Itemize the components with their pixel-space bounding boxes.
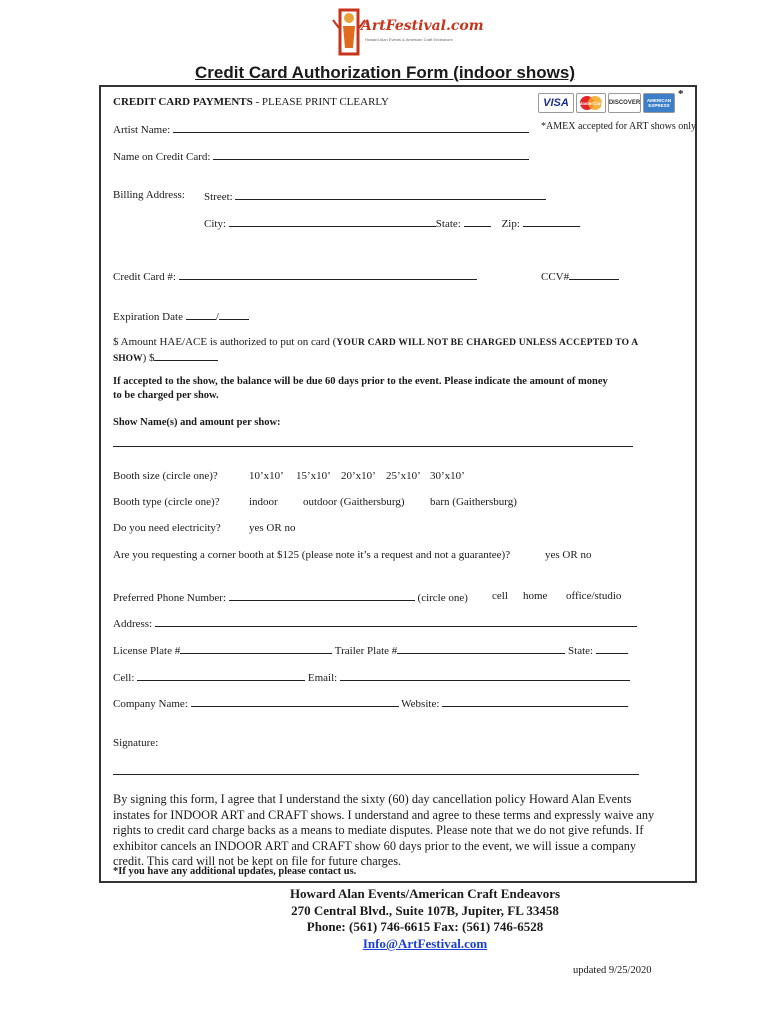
city-line[interactable]: [229, 216, 436, 227]
state-label: State:: [435, 218, 461, 230]
ccv-field[interactable]: [541, 269, 619, 283]
phone-option-office[interactable]: office/studio: [566, 590, 622, 602]
cards-asterisk: *: [678, 88, 684, 100]
corner-booth-label: Are you requesting a corner booth at $125 (please note it’s a request and not a guarantee)?: [113, 549, 511, 561]
balance-notice-line-1: If accepted to the show, the balance will be due 60 days prior to the event. Please indicate the amount of money: [113, 376, 608, 387]
mastercard-label: MasterCard: [578, 100, 604, 106]
address-line[interactable]: [155, 616, 637, 627]
city-state-zip-row: [204, 216, 580, 230]
footer-phone: Phone: (561) 746-6615 Fax: (561) 746-6528: [306, 919, 544, 934]
zip-line[interactable]: [523, 216, 580, 227]
amount-bold: YOUR CARD WILL NOT BE CHARGED UNLESS ACCEPTED TO A: [336, 338, 639, 348]
street-line[interactable]: [235, 189, 546, 200]
amount-line-2[interactable]: [113, 350, 218, 364]
footer-company: Howard Alan Events/American Craft Endeavors: [289, 886, 561, 901]
website-label: Website:: [401, 698, 440, 710]
updates-note: *If you have any additional updates, please contact us.: [113, 866, 357, 877]
license-plate-label: License Plate #: [113, 645, 181, 657]
ccv-label: CCV#: [541, 271, 570, 283]
footer-email-row: [0, 936, 770, 952]
footer-email-link[interactable]: Info@ArtFestival.com: [362, 936, 488, 951]
trailer-plate-label: Trailer Plate #: [334, 645, 398, 657]
phone-line[interactable]: [229, 590, 415, 601]
payments-heading: [113, 96, 389, 108]
website-line[interactable]: [442, 696, 628, 707]
license-plate-line[interactable]: [180, 643, 332, 654]
phone-option-cell[interactable]: cell: [492, 590, 508, 602]
company-website-row: [113, 696, 628, 710]
payments-heading-rest: - PLEASE PRINT CLEARLY: [252, 96, 389, 108]
amount-line[interactable]: [154, 350, 218, 361]
trailer-plate-line[interactable]: [397, 643, 565, 654]
email-line[interactable]: [340, 670, 630, 681]
expiration-year-line[interactable]: [219, 309, 249, 320]
booth-size-option[interactable]: 10’x10’: [249, 470, 284, 482]
amount-line-1: [113, 336, 638, 348]
page-title: Credit Card Authorization Form (indoor shows): [195, 63, 575, 82]
expiration-slash: /: [215, 311, 219, 323]
company-name-line[interactable]: [191, 696, 399, 707]
booth-size-label: Booth size (circle one)?: [113, 470, 218, 482]
booth-size-option[interactable]: 30’x10’: [430, 470, 465, 482]
footer-address: 270 Central Blvd., Suite 107B, Jupiter, FL 33458: [291, 903, 559, 918]
phone-field[interactable]: [113, 590, 468, 604]
booth-size-option[interactable]: 20’x10’: [341, 470, 376, 482]
phone-label: Preferred Phone Number:: [113, 592, 227, 604]
booth-type-option[interactable]: outdoor (Gaithersburg): [303, 496, 405, 508]
credit-card-number-line[interactable]: [179, 269, 477, 280]
show-names-line[interactable]: [113, 446, 633, 447]
booth-type-option[interactable]: indoor: [249, 496, 278, 508]
electricity-answer[interactable]: yes OR no: [249, 522, 296, 534]
cell-email-row: [113, 670, 630, 684]
expiration-label: Expiration Date: [113, 311, 183, 323]
booth-size-option[interactable]: 15’x10’: [296, 470, 331, 482]
street-label: Street:: [204, 191, 233, 203]
cell-line[interactable]: [137, 670, 305, 681]
phone-option-home[interactable]: home: [523, 590, 548, 602]
logo-brand: ArtFestival.com: [361, 18, 484, 34]
name-on-card-line[interactable]: [213, 149, 529, 160]
state-line[interactable]: [464, 216, 491, 227]
cell-label: Cell:: [113, 672, 135, 684]
booth-type-option[interactable]: barn (Gaithersburg): [430, 496, 517, 508]
billing-address-label: Billing Address:: [113, 189, 185, 201]
zip-label: Zip:: [501, 218, 520, 230]
logo-tagline: Howard Alan Events & American Craft Endeavors: [365, 37, 453, 42]
agreement-text: By signing this form, I agree that I understand the sixty (60) day cancellation policy Howard Alan Events instates for INDOOR ART and CRAFT shows. I understand and agree to these terms and expressly waive any rights to credit card charge backs as a means to mediate disputes. Please note that we do not give refunds. If exhibitor cancels an INDOOR ART and CRAFT show 60 days prior to the event, we will issue a company credit. This card will not be kept on file for future charges.: [113, 792, 655, 868]
state2-label: State:: [568, 645, 594, 657]
visa-card-icon: [538, 93, 574, 113]
corner-booth-answer[interactable]: yes OR no: [545, 549, 592, 561]
signature-label: Signature:: [113, 737, 159, 749]
signature-line[interactable]: [113, 774, 639, 775]
email-label: Email:: [307, 672, 338, 684]
address-field[interactable]: [113, 616, 637, 630]
ccv-line[interactable]: [569, 269, 619, 280]
discover-card-icon: [608, 93, 641, 113]
artist-name-field[interactable]: [113, 122, 529, 136]
amount-line2-bold: SHOW: [113, 354, 143, 364]
amount-prefix: $ Amount HAE/ACE is authorized to put on card (: [113, 336, 337, 348]
booth-type-label: Booth type (circle one)?: [113, 496, 220, 508]
name-on-card-label: Name on Credit Card:: [113, 151, 211, 163]
credit-card-number-field[interactable]: [113, 269, 477, 283]
city-label: City:: [204, 218, 227, 230]
credit-card-number-label: Credit Card #:: [113, 271, 176, 283]
updated-date: updated 9/25/2020: [573, 965, 652, 976]
amount-line2-rest: ) $: [142, 352, 155, 364]
artist-name-label: Artist Name:: [113, 124, 171, 136]
discover-label: DISCOVER: [608, 100, 641, 106]
show-names-label: Show Name(s) and amount per show:: [113, 417, 281, 428]
amex-label: AMERICAN EXPRESS: [646, 98, 672, 108]
company-name-label: Company Name:: [113, 698, 188, 710]
amex-note: *AMEX accepted for ART shows only: [541, 121, 697, 132]
street-field[interactable]: [204, 189, 546, 203]
balance-notice-line-2: to be charged per show.: [113, 390, 219, 401]
electricity-label: Do you need electricity?: [113, 522, 221, 534]
address-label: Address:: [113, 618, 153, 630]
expiration-month-line[interactable]: [186, 309, 216, 320]
agreement-paragraph: [113, 792, 663, 870]
visa-label: VISA: [543, 97, 569, 109]
plates-row: [113, 643, 628, 657]
artfestival-logo: [331, 8, 484, 58]
expiration-field[interactable]: [113, 309, 249, 323]
name-on-card-field[interactable]: [113, 149, 529, 163]
mastercard-icon: [576, 93, 606, 113]
form-box: [99, 85, 697, 883]
payments-heading-bold: CREDIT CARD PAYMENTS: [113, 96, 253, 108]
state2-line[interactable]: [596, 643, 628, 654]
booth-size-option[interactable]: 25’x10’: [386, 470, 421, 482]
phone-circle-label: (circle one): [417, 592, 468, 604]
amex-card-icon: [643, 93, 675, 113]
artist-name-line[interactable]: [173, 122, 529, 133]
